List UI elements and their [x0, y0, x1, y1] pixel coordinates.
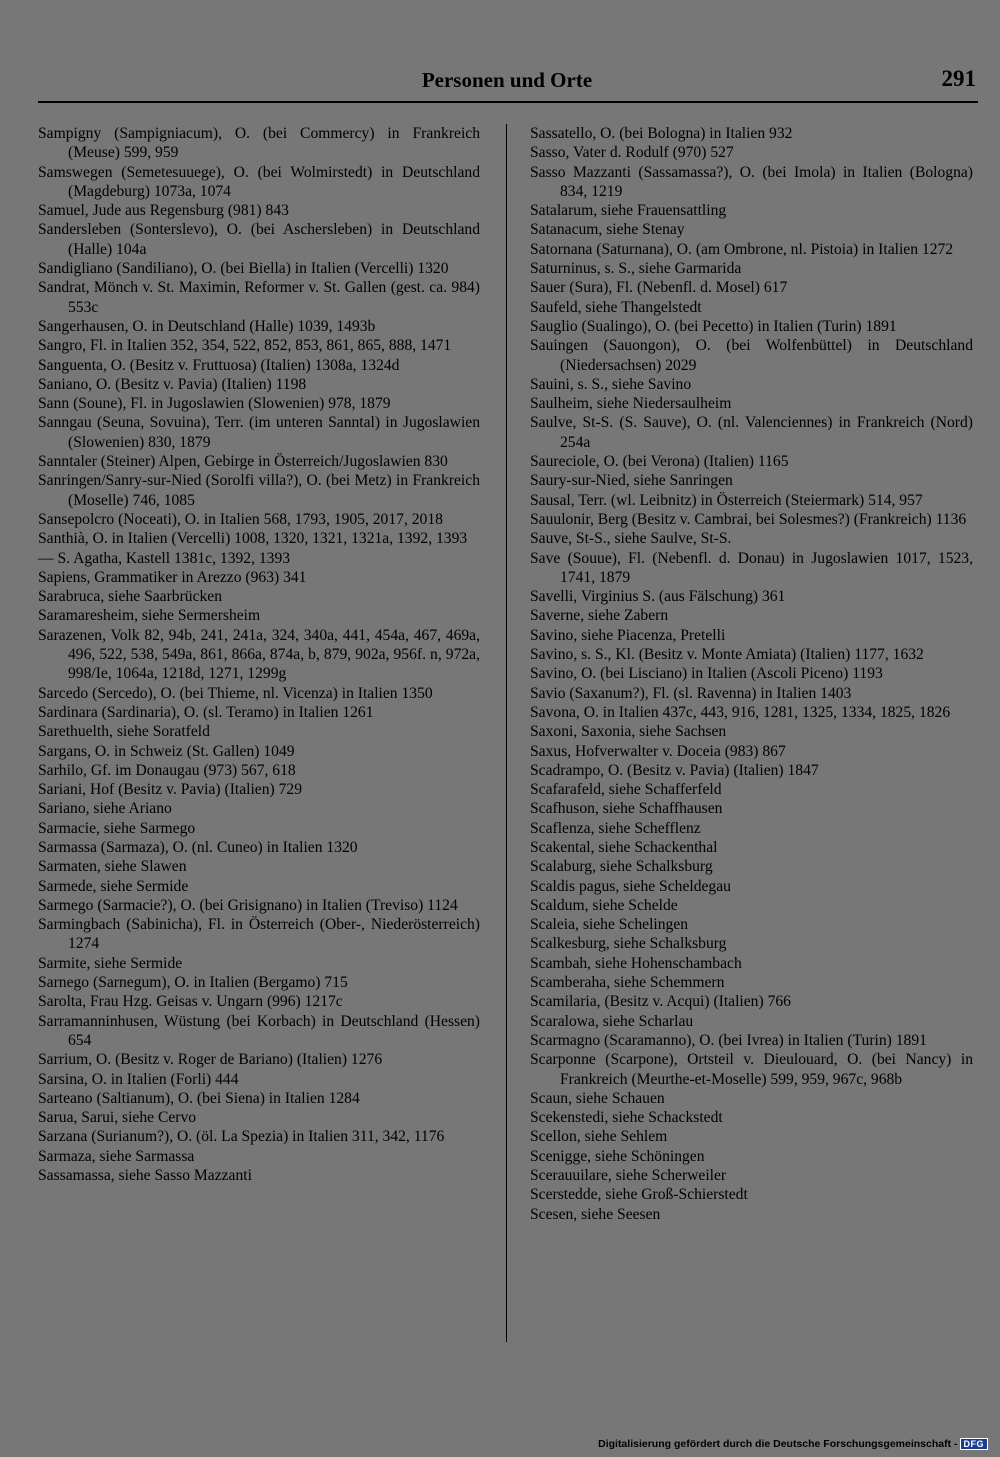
index-entry: Sauer (Sura), Fl. (Nebenfl. d. Mosel) 617 [530, 279, 788, 297]
index-entry: Scalaburg, siehe Schalksburg [530, 858, 713, 876]
index-entry: Sanngau (Seuna, Sovuina), Terr. (im unteren Sanntal) in Jugoslawien (Slowenien) 830, 1879 [38, 414, 480, 451]
index-entry: Sapiens, Grammatiker in Arezzo (963) 341 [38, 568, 307, 586]
index-entry: Scakental, siehe Schackenthal [530, 838, 718, 856]
index-entry: Scekenstedi, siehe Schackstedt [530, 1109, 723, 1127]
index-entry: Sassamassa, siehe Sasso Mazzanti [38, 1167, 252, 1185]
index-entry: Scafhuson, siehe Schaffhausen [530, 800, 723, 818]
index-entry: Sampigny (Sampigniacum), O. (bei Commercy) in Frankreich (Meuse) 599, 959 [38, 125, 480, 162]
index-entry: Saulve, St-S. (S. Sauve), O. (nl. Valenciennes) in Frankreich (Nord) 254a [530, 414, 973, 451]
page-title: Personen und Orte [421, 68, 593, 92]
index-entry: Savona, O. in Italien 437c, 443, 916, 1281, 1325, 1334, 1825, 1826 [530, 703, 951, 721]
index-entry: Sansepolcro (Noceati), O. in Italien 568, 1793, 1905, 2017, 2018 [38, 510, 443, 528]
index-entry: Sausal, Terr. (wl. Leibnitz) in Österreich (Steiermark) 514, 957 [530, 491, 923, 509]
index-entry: Saramaresheim, siehe Sermersheim [38, 607, 261, 625]
index-entry: Savino, O. (bei Lisciano) in Italien (Ascoli Piceno) 1193 [530, 665, 883, 683]
index-entry: Sanringen/Sanry-sur-Nied (Sorolfi villa?), O. (bei Metz) in Frankreich (Moselle) 746, 1085 [38, 472, 480, 509]
index-entry: Sarteano (Saltianum), O. (bei Siena) in Italien 1284 [38, 1089, 360, 1107]
index-entry: Satornana (Saturnana), O. (am Ombrone, nl. Pistoia) in Italien 1272 [530, 240, 954, 258]
index-entry: Sarmingbach (Sabinicha), Fl. in Österreich (Ober-, Niederösterreich) 1274 [38, 916, 480, 953]
index-entry: Scamilaria, (Besitz v. Acqui) (Italien) 766 [530, 993, 791, 1011]
index-entry: Sandigliano (Sandiliano), O. (bei Biella) in Italien (Vercelli) 1320 [38, 260, 449, 278]
index-entry: Scesen, siehe Seesen [530, 1205, 661, 1223]
page-header [38, 68, 976, 102]
right-column [530, 124, 973, 1224]
index-entry: Savino, siehe Piacenza, Pretelli [530, 626, 726, 644]
index-entry: Sasso Mazzanti (Sassamassa?), O. (bei Imola) in Italien (Bologna) 834, 1219 [530, 163, 973, 200]
index-entry: Saulheim, siehe Niedersaulheim [530, 395, 732, 413]
index-entry: Sardinara (Sardinaria), O. (sl. Teramo) in Italien 1261 [38, 703, 374, 721]
index-entry: Sarolta, Frau Hzg. Geisas v. Ungarn (996) 1217c [38, 993, 343, 1011]
index-entry: Sandrat, Mönch v. St. Maximin, Reformer v. St. Gallen (gest. ca. 984) 553c [38, 279, 480, 316]
index-entry: Sarazenen, Volk 82, 94b, 241, 241a, 324, 340a, 441, 454a, 467, 469a, 496, 522, 538, 549a, 861, 866a, 874a, b, 879, 902a, 956f. n, 972a, 998/Ie, 1064a, 1218d, 1271, 1299g [38, 626, 480, 683]
index-entry: Sarzana (Surianum?), O. (öl. La Spezia) in Italien 311, 342, 1176 [38, 1128, 445, 1146]
index-entry: Sanguenta, O. (Besitz v. Fruttuosa) (Italien) 1308a, 1324d [38, 356, 400, 374]
index-entry: Sarramanninhusen, Wüstung (bei Korbach) in Deutschland (Hessen) 654 [38, 1012, 480, 1049]
index-entry: Sarua, Sarui, siehe Cervo [38, 1109, 197, 1127]
column-divider [506, 124, 507, 1342]
index-entry: Sarmaten, siehe Slawen [38, 858, 187, 876]
index-entry: Savio (Saxanum?), Fl. (sl. Ravenna) in Italien 1403 [530, 684, 852, 702]
page-number: 291 [941, 66, 976, 91]
index-entry: Santhià, O. in Italien (Vercelli) 1008, 1320, 1321, 1321a, 1392, 1393 [38, 530, 468, 548]
index-entry: Sasso, Vater d. Rodulf (970) 527 [530, 144, 734, 162]
index-entry: Sariani, Hof (Besitz v. Pavia) (Italien) 729 [38, 781, 303, 799]
index-entry: Scerstedde, siehe Groß-Schierstedt [530, 1186, 748, 1204]
index-entry: Sargans, O. in Schweiz (St. Gallen) 1049 [38, 742, 295, 760]
index-entry: Scadrampo, O. (Besitz v. Pavia) (Italien) 1847 [530, 761, 819, 779]
index-entry: Scarponne (Scarpone), Ortsteil v. Dieulouard, O. (bei Nancy) in Frankreich (Meurthe-et-Moselle) 599, 959, 967c, 968b [530, 1051, 973, 1088]
index-entry: Sarmacie, siehe Sarmego [38, 819, 196, 837]
index-entry: Scaldum, siehe Schelde [530, 896, 678, 914]
index-entry: Sarmede, siehe Sermide [38, 877, 189, 895]
index-entry: Saury-sur-Nied, siehe Sanringen [530, 472, 733, 490]
index-entry: Sarrium, O. (Besitz v. Roger de Bariano) (Italien) 1276 [38, 1051, 383, 1069]
index-entry: Sassatello, O. (bei Bologna) in Italien 932 [530, 125, 793, 142]
index-entry: Sangerhausen, O. in Deutschland (Halle) 1039, 1493b [38, 317, 376, 335]
index-entry: Satanacum, siehe Stenay [530, 221, 685, 239]
index-entry: Scaldis pagus, siehe Scheldegau [530, 877, 731, 895]
index-entry: Scaun, siehe Schauen [530, 1089, 665, 1107]
index-entry: Scafarafeld, siehe Schafferfeld [530, 781, 722, 799]
index-entry: Scaflenza, siehe Schefflenz [530, 819, 701, 837]
index-entry: Sarmaza, siehe Sarmassa [38, 1147, 195, 1165]
index-entry: Sarethuelth, siehe Soratfeld [38, 723, 210, 741]
index-entry: Sandersleben (Sonterslevo), O. (bei Aschersleben) in Deutschland (Halle) 104a [38, 221, 480, 258]
index-entry: — S. Agatha, Kastell 1381c, 1392, 1393 [38, 549, 291, 567]
index-entry: Scamberaha, siehe Schemmern [530, 974, 725, 992]
index-entry: Saniano, O. (Besitz v. Pavia) (Italien) 1198 [38, 375, 307, 393]
index-entry: Sauglio (Sualingo), O. (bei Pecetto) in Italien (Turin) 1891 [530, 317, 897, 335]
left-column [38, 124, 480, 1185]
index-entry: Saverne, siehe Zabern [530, 607, 669, 625]
index-entry: Saufeld, siehe Thangelstedt [530, 298, 702, 316]
index-entry: Scenigge, siehe Schöningen [530, 1147, 705, 1165]
index-entry: Sann (Soune), Fl. in Jugoslawien (Slowenien) 978, 1879 [38, 395, 391, 413]
index-entry: Sauve, St-S., siehe Saulve, St-S. [530, 530, 732, 548]
index-entry: Save (Souue), Fl. (Nebenfl. d. Donau) in Jugoslawien 1017, 1523, 1741, 1879 [530, 549, 973, 586]
index-entry: Satalarum, siehe Frauensattling [530, 202, 727, 220]
index-entry: Scaralowa, siehe Scharlau [530, 1012, 694, 1030]
index-entry: Sarmassa (Sarmaza), O. (nl. Cuneo) in Italien 1320 [38, 838, 358, 856]
index-entry: Scellon, siehe Sehlem [530, 1128, 668, 1146]
index-entry: Saureciole, O. (bei Verona) (Italien) 1165 [530, 453, 789, 471]
header-rule [38, 101, 978, 103]
index-entry: Scarmagno (Scaramanno), O. (bei Ivrea) in Italien (Turin) 1891 [530, 1031, 927, 1049]
index-entry: Sarabruca, siehe Saarbrücken [38, 588, 223, 606]
index-entry: Scambah, siehe Hohenschambach [530, 954, 742, 972]
index-entry: Savino, s. S., Kl. (Besitz v. Monte Amiata) (Italien) 1177, 1632 [530, 646, 924, 664]
index-entry: Saxoni, Saxonia, siehe Sachsen [530, 723, 727, 741]
dfg-logo: DFG [960, 1438, 989, 1450]
index-entry: Sanntaler (Steiner) Alpen, Gebirge in Österreich/Jugoslawien 830 [38, 453, 448, 471]
index-entry: Sauingen (Sauongon), O. (bei Wolfenbüttel) in Deutschland (Niedersachsen) 2029 [530, 337, 973, 374]
index-entry: Sarhilo, Gf. im Donaugau (973) 567, 618 [38, 761, 296, 779]
index-entry: Scalkesburg, siehe Schalksburg [530, 935, 727, 953]
index-entry: Scerauuilare, siehe Scherweiler [530, 1167, 727, 1185]
index-entry: Samswegen (Semetesuuege), O. (bei Wolmirstedt) in Deutschland (Magdeburg) 1073a, 1074 [38, 163, 480, 200]
index-entry: Sauini, s. S., siehe Savino [530, 375, 692, 393]
index-entry: Savelli, Virginius S. (aus Fälschung) 361 [530, 588, 786, 606]
index-entry: Sarcedo (Sercedo), O. (bei Thieme, nl. Vicenza) in Italien 1350 [38, 684, 433, 702]
index-entry: Sarsina, O. in Italien (Forli) 444 [38, 1070, 239, 1088]
index-entry: Sauulonir, Berg (Besitz v. Cambrai, bei Solesmes?) (Frankreich) 1136 [530, 510, 967, 528]
index-entry: Scaleia, siehe Schelingen [530, 916, 689, 934]
index-entry: Sarmite, siehe Sermide [38, 954, 183, 972]
index-entry: Sangro, Fl. in Italien 352, 354, 522, 852, 853, 861, 865, 888, 1471 [38, 337, 452, 355]
footer-text: Digitalisierung gefördert durch die Deutsche Forschungsgemeinschaft - [598, 1438, 958, 1450]
footer [598, 1438, 988, 1450]
index-entry: Sariano, siehe Ariano [38, 800, 172, 818]
index-entry: Samuel, Jude aus Regensburg (981) 843 [38, 202, 289, 220]
index-entry: Saxus, Hofverwalter v. Doceia (983) 867 [530, 742, 786, 760]
index-entry: Saturninus, s. S., siehe Garmarida [530, 260, 742, 278]
index-entry: Sarmego (Sarmacie?), O. (bei Grisignano) in Italien (Treviso) 1124 [38, 896, 458, 914]
index-entry: Sarnego (Sarnegum), O. in Italien (Bergamo) 715 [38, 974, 348, 992]
